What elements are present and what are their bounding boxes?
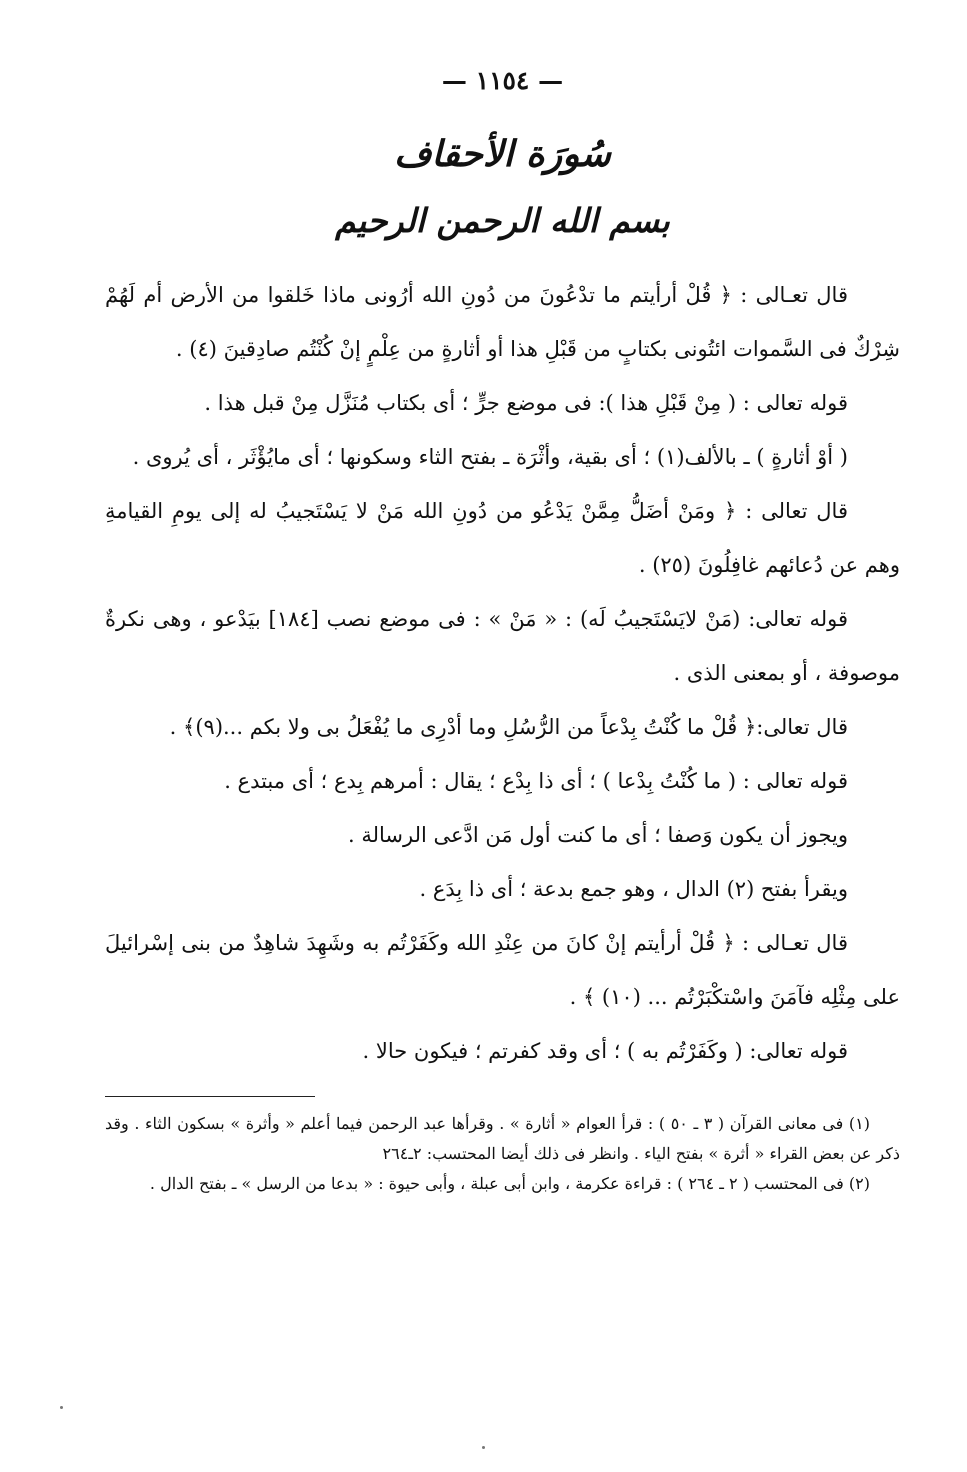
surah-title: سُورَة الأحقاف — [394, 133, 611, 175]
basmala: بسم الله الرحمن الرحيم — [335, 201, 670, 240]
main-text — [105, 268, 900, 1078]
paragraph-commentary: قوله تعالى: ( وكَفَرْتُم به ) ؛ أى وقد كفرتم ؛ فيكون حالا . — [362, 1039, 848, 1063]
paragraph-verse-4: قال تعـالى : ﴿ قُلْ أرأيتم ما تدْعُونَ من دُونِ الله أرُونى ماذا خَلقوا من الأرض أم لَهُمْ شِرْكٌ فى السَّموات ائتُونى بكتابٍ من قَبْلِ هذا أو أثارةٍ من عِلْمٍ إنْ كُنْتُم صادِقينَ (٤) . — [105, 283, 900, 361]
paragraph-verse-10: قال تعـالى : ﴿ قُلْ أرأيتم إنْ كانَ من عِنْدِ الله وكَفَرْتُم به وشَهِدَ شاهِدٌ من بنى إسْرائيلَ على مِثْلِه فآمَنَ واسْتكْبَرْتُم ... (١٠) ﴾ . — [105, 931, 900, 1009]
paragraph-commentary: ( أوْ أثارةٍ ) ـ بالألف(١) ؛ أى بقية، وأثْرَة ـ بفتح الثاء وسكونها ؛ أى مايُؤْثَر ، أى يُروى . — [132, 445, 848, 469]
footnote-2: (٢) فى المحتسب ( ٢ ـ ٢٦٤ ) : قراءة عكرمة ، وابن أبى عبلة ، وأبى حيوة : « بدعا من الرسل » ـ بفتح الدال . — [149, 1174, 870, 1193]
paragraph-commentary: قوله تعالى : ( مِنْ قَبْلِ هذا ): فى موضع جرٍّ ؛ أى بكتاب مُنَزَّل مِنْ قبل هذا . — [204, 391, 848, 415]
paragraph-commentary: ويجوز أن يكون وَصفا ؛ أى ما كنت أول مَن ادَّعى الرسالة . — [348, 823, 848, 847]
footnote-1: (١) فى معانى القرآن ( ٣ ـ ٥٠ ) : قرأ العوام « أثارة » . وقرأها عبد الرحمن فيما أعلم « وأثرة » بسكون الثاء . وقد ذكر عن بعض القراء « أثرة » بفتح الياء . وانظر فى ذلك أيضا المحتسب: ٢ـ٢٦٤ — [105, 1114, 900, 1163]
paragraph-commentary: قوله تعالى : ( ما كُنْتُ بِدْعا ) ؛ أى ذا بِدْع ؛ يقال : أمرهم بِدع ؛ أى مبتدع . — [224, 769, 848, 793]
footnotes — [105, 1109, 900, 1199]
paragraph-verse-25: قال تعالى : ﴿ ومَنْ أضَلُّ مِمَّنْ يَدْعُو من دُونِ الله مَنْ لا يَسْتَجيبُ له إلى يومِ القيامةِ وهم عن دُعائهم غافِلُونَ (٢٥) . — [105, 499, 900, 577]
paragraph-commentary: ويقرأ بفتح (٢) الدال ، وهو جمع بدعة ؛ أى ذا بِدَع . — [419, 877, 848, 901]
book-page — [105, 40, 900, 1199]
scan-speck — [60, 1406, 63, 1409]
paragraph-verse-9: قال تعالى:﴿ قُلْ ما كُنْتُ بِدْعاً من الرُّسُلِ وما أدْرِى ما يُفْعَلُ بى ولا بكم ...(٩)﴾ . — [169, 715, 848, 739]
scan-speck — [482, 1446, 485, 1449]
footnote-separator — [105, 1096, 315, 1097]
page-number: — ١١٥٤ — — [441, 66, 564, 95]
paragraph-commentary: قوله تعالى: (مَنْ لايَسْتَجيبُ لَه) : « مَنْ » : فى موضع نصب [١٨٤] بيَدْعو ، وهى نكرةٌ موصوفة ، أو بمعنى الذى . — [105, 607, 900, 685]
